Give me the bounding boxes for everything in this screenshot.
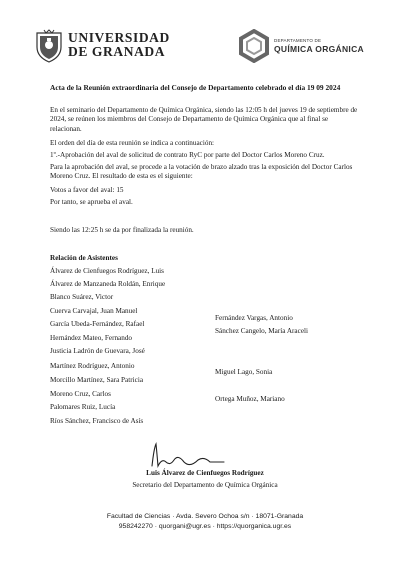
attendee-left-9: Morcillo Martínez, Sara Patricia [50,376,144,384]
intro-paragraph: En el seminario del Departamento de Química Orgánica, siendo las 12:05 h del jueves 19 de septiembre de 2024, se reúnen los miembros del Consejo de Departamento de Química Orgánica que al final se relacionan. [50,106,358,133]
attendee-left-1: Álvarez de Cienfuegos Rodríguez, Luis [50,267,164,275]
footer-address: Facultad de Ciencias · Avda. Severo Ochoa s/n · 18071-Granada [106,513,304,520]
university-name-line2: DE GRANADA [68,44,166,59]
department-subtitle: DEPARTAMENTO DE [274,38,322,43]
agenda-item-1: 1º.-Aprobación del aval de solicitud de contrato RyC por parte del Doctor Carlos Moreno Cruz. [50,151,325,159]
approval-paragraph: Para la aprobación del aval, se procede a la votación de brazo alzado tras la exposición del Doctor Carlos Moreno Cruz. El resultado de esta es el siguiente: [50,163,353,181]
attendee-left-11: Palomares Ruiz, Lucía [50,403,116,411]
attendee-right-1: Fernández Vargas, Antonio [215,314,293,322]
attendee-left-6: Hernández Mateo, Fernando [50,334,133,342]
attendee-left-4: Cuerva Carvajal, Juan Manuel [50,307,138,315]
attendee-left-10: Moreno Cruz, Carlos [50,390,111,398]
signatory-role: Secretario del Departamento de Química Orgánica [132,481,278,489]
university-name-line1: UNIVERSIDAD [68,30,170,45]
attendee-left-8: Martínez Rodríguez, Antonio [50,362,135,370]
attendee-left-12: Ríos Sánchez, Francisco de Asís [50,417,144,425]
department-name: QUÍMICA ORGÁNICA [274,44,364,54]
footer-contact: 958242270 · quorgani@ugr.es · https://quorganica.ugr.es [118,523,292,530]
attendee-left-2: Álvarez de Manzaneda Roldán, Enrique [50,280,166,288]
hexagon-icon [238,29,270,63]
result-line: Por tanto, se aprueba el aval. [50,198,133,206]
attendees-heading: Relación de Asistentes [50,254,118,262]
attendee-right-2: Sánchez Cangelo, María Araceli [215,327,308,335]
attendee-left-7: Justicia Ladrón de Guevara, José [50,347,145,355]
university-logo [34,29,170,63]
university-seal-icon [34,29,64,63]
document-title: Acta de la Reunión extraordinaria del Consejo de Departamento celebrado el día 19 09 2024 [50,83,341,92]
agenda-intro: El orden del día de esta reunión se indica a continuación: [50,139,215,147]
attendee-right-4: Ortega Muñoz, Mariano [215,395,285,403]
handwritten-signature [148,440,228,470]
closing-line: Siendo las 12:25 h se da por finalizada la reunión. [50,226,194,234]
attendee-left-5: García Ubeda-Fernández, Rafael [50,320,145,328]
votes-line: Votos a favor del aval: 15 [50,186,124,194]
department-logo [238,29,378,63]
attendee-left-3: Blanco Suárez, Victor [50,293,114,301]
signatory-name: Luis Álvarez de Cienfuegos Rodríguez [146,469,264,477]
attendee-right-3: Miguel Lago, Sonia [215,368,273,376]
